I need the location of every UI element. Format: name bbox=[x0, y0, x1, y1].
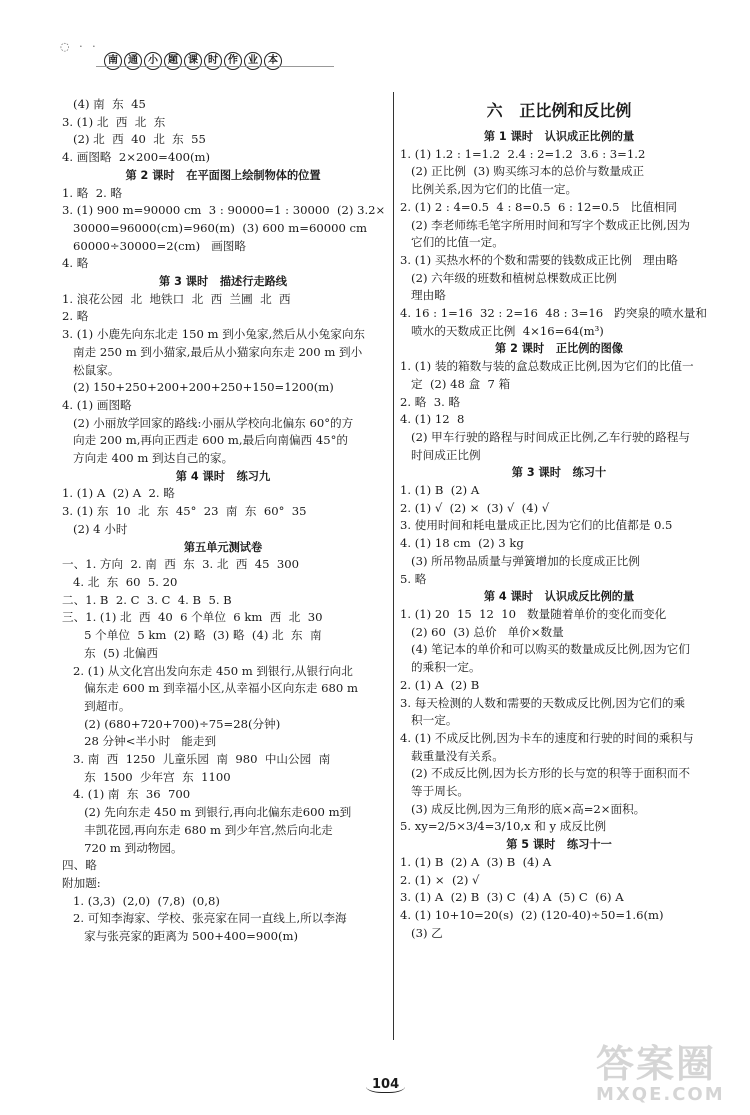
answer-line: 3. 使用时间和耗电量成正比,因为它们的比值都是 0.5 bbox=[400, 518, 673, 533]
watermark-title: 答案圈 bbox=[596, 1042, 717, 1086]
answer-line: 28 分钟<半小时 能走到 bbox=[62, 734, 217, 749]
answer-line: (2) 不成反比例,因为长方形的长与宽的积等于面积而不 bbox=[400, 766, 690, 781]
title-char-badge: 业 bbox=[244, 52, 262, 70]
header-decoration: ◌ · · bbox=[60, 40, 99, 53]
answer-line: 一、1. 方向 2. 南 西 东 3. 北 西 45 300 bbox=[62, 557, 300, 572]
title-char-badge: 作 bbox=[224, 52, 242, 70]
answer-line: 1. (1) 1.2 : 1=1.2 2.4 : 2=1.2 3.6 : 3=1.2 bbox=[400, 146, 646, 161]
answer-line: 它们的比值一定。 bbox=[400, 235, 504, 250]
chapter-title: 六 正比例和反比例 bbox=[486, 101, 632, 120]
answer-line: 4. (1) 南 东 36 700 bbox=[62, 787, 191, 802]
answer-line: 二、1. B 2. C 3. C 4. B 5. B bbox=[62, 592, 232, 607]
answer-line: 等于周长。 bbox=[400, 784, 470, 799]
page-number: 104 bbox=[366, 1077, 405, 1093]
answer-line: 2. 略 3. 略 bbox=[400, 394, 461, 409]
header-rule bbox=[96, 66, 334, 67]
answer-line: 2. (1) 从文化宫出发向东走 450 m 到银行,从银行向北 bbox=[62, 663, 353, 678]
answer-line: 到超市。 bbox=[62, 698, 131, 713]
watermark-url: MXQE.COM bbox=[596, 1084, 725, 1105]
answer-line: 4. (1) 12 8 bbox=[400, 412, 465, 427]
answer-line: 4. (1) 18 cm (2) 3 kg bbox=[400, 536, 524, 551]
answer-line: 3. (1) 900 m=90000 cm 3 : 90000=1 : 30000 (2) 3.2× bbox=[62, 203, 386, 218]
answer-line: 4. 略 bbox=[62, 256, 89, 271]
answer-line: 松鼠家。 bbox=[62, 362, 120, 377]
answer-line: (3) 所吊物品质量与弹簧增加的长度成正比例 bbox=[400, 553, 640, 568]
answer-line: 丰凯花园,再向东走 680 m 到少年宫,然后向北走 bbox=[62, 822, 333, 837]
left-column bbox=[62, 96, 384, 946]
answer-line: 30000=96000(cm)=960(m) (3) 600 m=60000 cm bbox=[62, 220, 368, 235]
answer-line: 3. (1) 北 西 北 东 bbox=[62, 114, 166, 129]
answer-line: 1. (1) A (2) A 2. 略 bbox=[62, 486, 175, 501]
answer-line: (2) 4 小时 bbox=[62, 521, 128, 536]
answer-line: (2) 先向东走 450 m 到银行,再向北偏东走600 m到 bbox=[62, 805, 352, 820]
answer-line: (2) 李老师练毛笔字所用时间和写字个数成正比例,因为 bbox=[400, 217, 690, 232]
answer-line: 载重量没有关系。 bbox=[400, 748, 504, 763]
title-char-badge: 时 bbox=[204, 52, 222, 70]
answer-line: 4. (1) 画图略 bbox=[62, 397, 132, 412]
title-char-badge: 小 bbox=[144, 52, 162, 70]
answer-line: (2) 正比例 (3) 购买练习本的总价与数量成正 bbox=[400, 164, 645, 179]
section-heading: 第 3 课时 练习十 bbox=[511, 466, 607, 480]
answer-line: (2) 北 西 40 北 东 55 bbox=[62, 132, 206, 147]
answer-line: 理由略 bbox=[400, 288, 446, 303]
answer-line: 2. (1) × (2) √ bbox=[400, 872, 480, 887]
page-header bbox=[0, 0, 750, 88]
answer-line: 3. (1) 小鹿先向东北走 150 m 到小兔家,然后从小兔家向东 bbox=[62, 327, 366, 342]
title-char-badge: 南 bbox=[104, 52, 122, 70]
answer-line: 三、1. (1) 北 西 40 6 个单位 6 km 西 北 30 bbox=[62, 610, 323, 625]
answer-line: 偏东走 600 m 到幸福小区,从幸福小区向东走 680 m bbox=[62, 681, 358, 696]
answer-line: 1. (1) 20 15 12 10 数量随着单价的变化而变化 bbox=[400, 606, 667, 621]
title-char-badge: 本 bbox=[264, 52, 282, 70]
answer-line: 3. 每天检测的人数和需要的天数成反比例,因为它们的乘 bbox=[400, 695, 686, 710]
answer-line: 2. (1) A (2) B bbox=[400, 677, 480, 692]
answer-line: 1. (1) B (2) A (3) B (4) A bbox=[400, 854, 552, 869]
answer-line: 1. 略 2. 略 bbox=[62, 185, 123, 200]
section-heading: 第 2 课时 正比例的图像 bbox=[495, 342, 623, 356]
answer-line: 南走 250 m 到小猫家,最后从小猫家向东走 200 m 到小 bbox=[62, 344, 363, 359]
answer-line: 向走 200 m,再向正西走 600 m,最后向南偏西 45°的 bbox=[62, 433, 348, 448]
answer-line: (3) 成反比例,因为三角形的底×高=2×面积。 bbox=[400, 801, 646, 816]
answer-line: 5. 略 bbox=[400, 571, 427, 586]
answer-line: 3. (1) 买热水杯的个数和需要的钱数成正比例 理由略 bbox=[400, 252, 678, 267]
answer-line: 5. xy=2/5×3/4=3/10,x 和 y 成反比例 bbox=[400, 819, 607, 834]
section-heading: 第 4 课时 认识成反比例的量 bbox=[483, 590, 635, 604]
answer-line: 720 m 到动物园。 bbox=[62, 840, 183, 855]
answer-line: 4. 北 东 60 5. 20 bbox=[62, 574, 178, 589]
answer-line: 附加题: bbox=[62, 875, 101, 890]
answer-line: 2. (1) 2 : 4=0.5 4 : 8=0.5 6 : 12=0.5 比值相同 bbox=[400, 199, 677, 214]
answer-line: (2) 150+250+200+200+250+150=1200(m) bbox=[62, 380, 334, 395]
answer-line: 2. 略 bbox=[62, 309, 89, 324]
answer-line: 东 (5) 北偏西 bbox=[62, 645, 158, 660]
answer-line: 3. (1) 东 10 北 东 45° 23 南 东 60° 35 bbox=[62, 504, 307, 519]
answer-line: 4. 16 : 1=16 32 : 2=16 48 : 3=16 趵突泉的喷水量和 bbox=[400, 306, 707, 321]
answer-line: (4) 笔记本的单价和可以购买的数量成反比例,因为它们 bbox=[400, 642, 690, 657]
answer-line: 积一定。 bbox=[400, 713, 458, 728]
answer-line: 四、略 bbox=[62, 858, 97, 873]
answer-line: 2. (1) √ (2) × (3) √ (4) √ bbox=[400, 500, 550, 515]
answer-line: 4. 画图略 2×200=400(m) bbox=[62, 150, 211, 165]
book-title-badges bbox=[104, 52, 284, 70]
column-divider bbox=[393, 92, 394, 1040]
answer-line: 比例关系,因为它们的比值一定。 bbox=[400, 182, 578, 197]
answer-line: 方向走 400 m 到达自己的家。 bbox=[62, 451, 234, 466]
answer-line: 家与张亮家的距离为 500+400=900(m) bbox=[62, 929, 298, 944]
answer-line: 定 (2) 48 盒 7 箱 bbox=[400, 376, 511, 391]
answer-line: 5 个单位 5 km (2) 略 (3) 略 (4) 北 东 南 bbox=[62, 628, 322, 643]
answer-line: 3. 南 西 1250 儿童乐园 南 980 中山公园 南 bbox=[62, 752, 331, 767]
answer-line: (2) (680+720+700)÷75=28(分钟) bbox=[62, 716, 281, 731]
answer-line: 4. (1) 不成反比例,因为卡车的速度和行驶的时间的乘积与 bbox=[400, 730, 694, 745]
answer-line: 1. (3,3) (2,0) (7,8) (0,8) bbox=[62, 893, 220, 908]
answer-line: 3. (1) A (2) B (3) C (4) A (5) C (6) A bbox=[400, 890, 624, 905]
answer-line: 4. (1) 10+10=20(s) (2) (120-40)÷50=1.6(m) bbox=[400, 907, 664, 922]
answer-line: 的乘积一定。 bbox=[400, 660, 481, 675]
answer-line: 喷水的天数成正比例 4×16=64(m³) bbox=[400, 323, 604, 338]
answer-line: (2) 六年级的班数和植树总棵数成正比例 bbox=[400, 270, 617, 285]
answer-line: 1. (1) 装的箱数与装的盒总数成正比例,因为它们的比值一 bbox=[400, 359, 694, 374]
section-heading: 第 4 课时 练习九 bbox=[175, 469, 271, 483]
answer-line: (4) 南 东 45 bbox=[62, 97, 146, 111]
answer-line: 时间成正比例 bbox=[400, 447, 481, 462]
right-column bbox=[400, 96, 718, 942]
answer-line: 1. 浪花公园 北 地铁口 北 西 兰圃 北 西 bbox=[62, 291, 291, 306]
answer-line: (2) 小丽放学回家的路线:小丽从学校向北偏东 60°的方 bbox=[62, 415, 354, 430]
watermark-logo bbox=[596, 1033, 746, 1109]
answer-line: 60000÷30000=2(cm) 画图略 bbox=[62, 238, 246, 253]
answer-line: 东 1500 少年宫 东 1100 bbox=[62, 769, 231, 784]
title-char-badge: 题 bbox=[164, 52, 182, 70]
answer-line: (3) 乙 bbox=[400, 925, 443, 940]
answer-line: (2) 甲车行驶的路程与时间成正比例,乙车行驶的路程与 bbox=[400, 429, 690, 444]
answer-line: 1. (1) B (2) A bbox=[400, 483, 480, 498]
answer-line: 2. 可知李海家、学校、张亮家在同一直线上,所以李海 bbox=[62, 911, 347, 926]
section-heading: 第 1 课时 认识成正比例的量 bbox=[483, 130, 635, 143]
answer-line: (2) 60 (3) 总价 单价×数量 bbox=[400, 624, 564, 639]
section-heading: 第 5 课时 练习十一 bbox=[506, 838, 612, 852]
section-heading: 第 2 课时 在平面图上绘制物体的位置 bbox=[125, 168, 321, 182]
section-heading: 第 3 课时 描述行走路线 bbox=[159, 275, 287, 289]
section-heading: 第五单元测试卷 bbox=[183, 540, 263, 554]
title-char-badge: 课 bbox=[184, 52, 202, 70]
title-char-badge: 通 bbox=[124, 52, 142, 70]
